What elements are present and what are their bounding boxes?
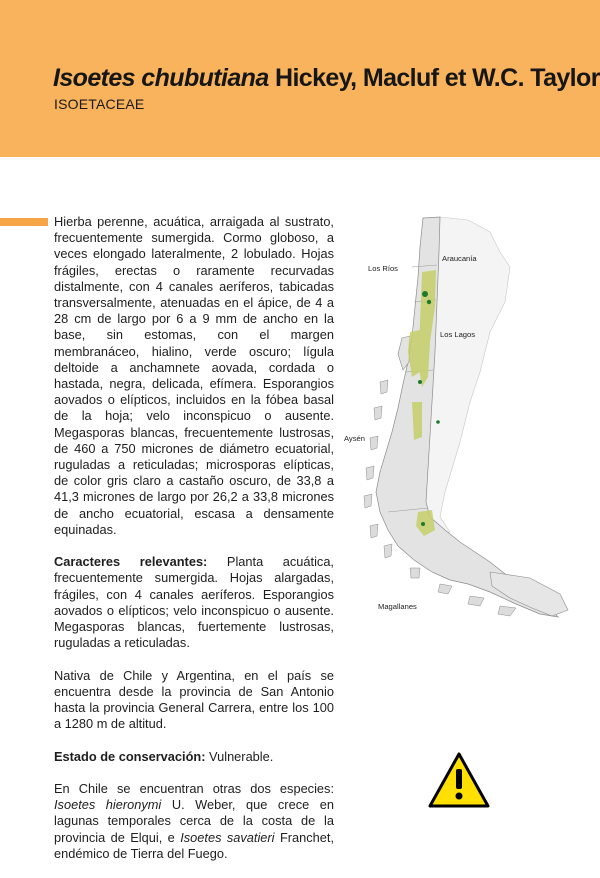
other-species-1: Isoetes hieronymi [54,797,162,813]
status-label: Estado de conservación: [54,748,206,764]
map-label-los-rios: Los Ríos [368,264,398,273]
species-name: Isoetes chubutiana [53,64,269,92]
other-mid: U. Weber, que crece en lagunas temporales cerca de la costa de la provincia de Elqui, e [54,797,334,845]
relevant-paragraph [54,554,334,651]
map-svg [340,212,570,632]
other-intro: En Chile se encuentran otras dos especies: [54,781,334,797]
species-authors: Hickey, Macluf et W.C. Taylor [275,64,600,92]
distribution-map [340,212,570,632]
map-label-los-lagos: Los Lagos [440,330,476,339]
other-end: Franchet, endémico de Tierra del Fuego. [54,829,334,861]
other-species-2: Isoetes savatieri [180,829,275,845]
map-label-araucania: Araucanía [442,254,477,263]
map-label-magallanes: Magallanes [378,602,417,611]
header-band [0,0,600,157]
other-species-paragraph [54,781,334,862]
map-label-aysen: Aysén [344,434,365,443]
relevant-text: Planta acuática, frecuentemente sumergida. Hojas alargadas, frágiles, con 4 canales aeríferos. Esporangios aovados o elípticos; velo inconspicuo o ausente. Megasporas blancas, fuertemente lustrosas, ruguladas a reticuladas. [54,554,334,651]
description-paragraph: Hierba perenne, acuática, arraigada al sustrato, frecuentemente sumergida. Cormo globoso, a veces elongado lateralmente, 2 lobulado. Hojas frágiles, erectas o raramente recurvadas distalmente, con 4 canales aeríferos, tabicadas transversalmente, atenuadas en el ápice, de 4 a 28 cm de largo por 6 a 9 mm de ancho en la base, sin estomas, con el margen membranáceo, hialino, verde oscuro; lígula deltoide a anchamnete aovada, cordada o hastada, negra, delicada, efímera. Esporangios aovados o elípticos, incluidos en la fóbea basal de la hoja; velo inconspicuo o ausente. Megasporas blancas, frecuentemente lustrosas, de 460 a 750 micrones de diámetro ecuatorial, ruguladas a reticuladas; microsporas elípticas, de color gris claro a castaño oscuro, de 33,8 a 41,3 micrones de largo por 26,2 a 33,8 micrones de ancho ecuatorial, escasa a densamente equinadas. [54,214,334,537]
accent-bar [0,218,48,226]
main-text [54,214,334,878]
status-paragraph [54,749,334,765]
status-value: Vulnerable. [209,748,274,764]
family-name: ISOETACEAE [54,96,145,112]
distribution-paragraph: Nativa de Chile y Argentina, en el país se encuentra desde la provincia de San Antonio hasta la provincia General Carrera, entre los 100 a 1280 m de altitud. [54,667,334,732]
relevant-label: Caracteres relevantes: [54,554,208,570]
species-title [53,64,600,93]
